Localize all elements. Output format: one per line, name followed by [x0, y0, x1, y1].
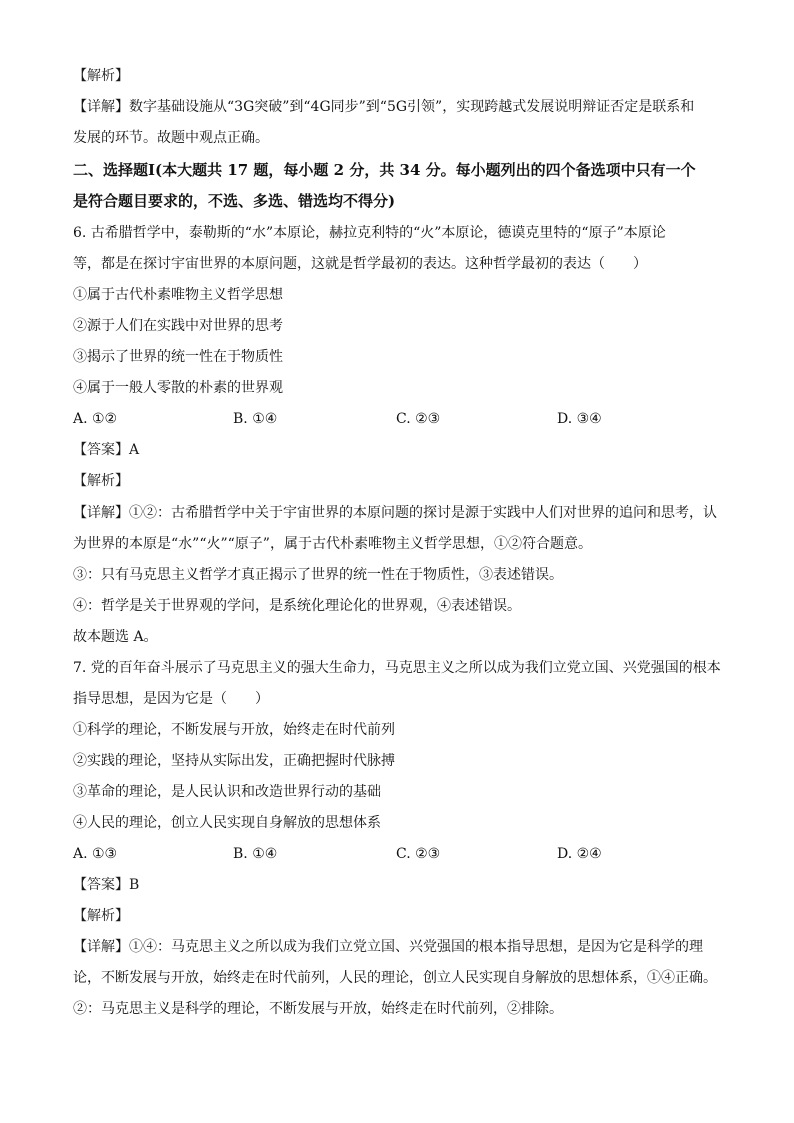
q7-explanation-line-2: 论，不断发展与开放，始终走在时代前列，人民的理论，创立人民实现自身解放的思想体系，①④正确。 [73, 970, 717, 986]
q6-options [73, 409, 723, 429]
q6-conclusion: 故本题选 A。 [73, 629, 158, 645]
q7-options [73, 844, 723, 864]
q6-option-c: C. ②③ [396, 411, 441, 427]
q6-analysis-heading: 【解析】 [73, 473, 129, 489]
q7-statement-3: ③革命的理论，是人民认识和改造世界行动的基础 [73, 784, 381, 800]
q6-option-a: A. ①② [73, 411, 118, 427]
analysis-heading: 【解析】 [73, 68, 129, 84]
q6-statement-1: ①属于古代朴素唯物主义哲学思想 [73, 287, 283, 303]
q7-explanation-line-3: ②：马克思主义是科学的理论，不断发展与开放，始终走在时代前列，②排除。 [73, 1001, 563, 1017]
q6-option-b: B. ①④ [233, 411, 278, 427]
q7-option-b: B. ①④ [233, 846, 278, 862]
q7-stem-line-1: 7. 党的百年奋斗展示了马克思主义的强大生命力，马克思主义之所以成为我们立党立国、兴党强国的根本 [73, 660, 721, 676]
q7-statement-2: ②实践的理论，坚持从实际出发，正确把握时代脉搏 [73, 753, 395, 769]
q6-explanation-line-1: 【详解】①②：古希腊哲学中关于宇宙世界的本原问题的探讨是源于实践中人们对世界的追问和思考，认 [73, 505, 717, 521]
q6-explanation-line-4: ④：哲学是关于世界观的学问，是系统化理论化的世界观，④表述错误。 [73, 598, 521, 614]
q7-answer: 【答案】B [73, 877, 140, 893]
q7-option-a: A. ①③ [73, 846, 118, 862]
q7-stem-line-2: 指导思想，是因为它是（ ） [73, 691, 269, 707]
q6-explanation-line-2: 为世界的本原是“水”“火”“原子”，属于古代朴素唯物主义哲学思想，①②符合题意。 [73, 536, 592, 552]
q6-statement-3: ③揭示了世界的统一性在于物质性 [73, 349, 283, 365]
q6-stem-line-2: 等，都是在探讨宇宙世界的本原问题，这就是哲学最初的表达。这种哲学最初的表达（ ） [73, 256, 647, 272]
q7-explanation-line-1: 【详解】①④：马克思主义之所以成为我们立党立国、兴党强国的根本指导思想，是因为它是科学的理 [73, 939, 703, 955]
q6-statement-2: ②源于人们在实践中对世界的思考 [73, 318, 283, 334]
q7-option-d: D. ②④ [557, 846, 602, 862]
section-heading-line-1: 二、选择题Ⅰ(本大题共 17 题，每小题 2 分，共 34 分。每小题列出的四个备选项中只有一个 [73, 161, 696, 179]
q5-explanation-line-1: 【详解】数字基础设施从“3G突破”到“4G同步”到“5G引领”，实现跨越式发展说明辩证否定是联系和 [73, 99, 695, 115]
q6-stem-line-1: 6. 古希腊哲学中，泰勒斯的“水”本原论，赫拉克利特的“火”本原论，德谟克里特的“原子”本原论 [73, 225, 666, 241]
q6-statement-4: ④属于一般人零散的朴素的世界观 [73, 380, 283, 396]
section-heading-line-2: 是符合题目要求的，不选、多选、错选均不得分) [73, 192, 396, 210]
q6-explanation-line-3: ③：只有马克思主义哲学才真正揭示了世界的统一性在于物质性，③表述错误。 [73, 567, 563, 583]
q7-option-c: C. ②③ [396, 846, 441, 862]
q7-statement-4: ④人民的理论，创立人民实现自身解放的思想体系 [73, 815, 381, 831]
q6-answer: 【答案】A [73, 442, 140, 458]
q6-option-d: D. ③④ [557, 411, 602, 427]
q5-explanation-line-2: 发展的环节。故题中观点正确。 [73, 130, 269, 146]
q7-statement-1: ①科学的理论，不断发展与开放，始终走在时代前列 [73, 722, 395, 738]
q7-analysis-heading: 【解析】 [73, 908, 129, 924]
